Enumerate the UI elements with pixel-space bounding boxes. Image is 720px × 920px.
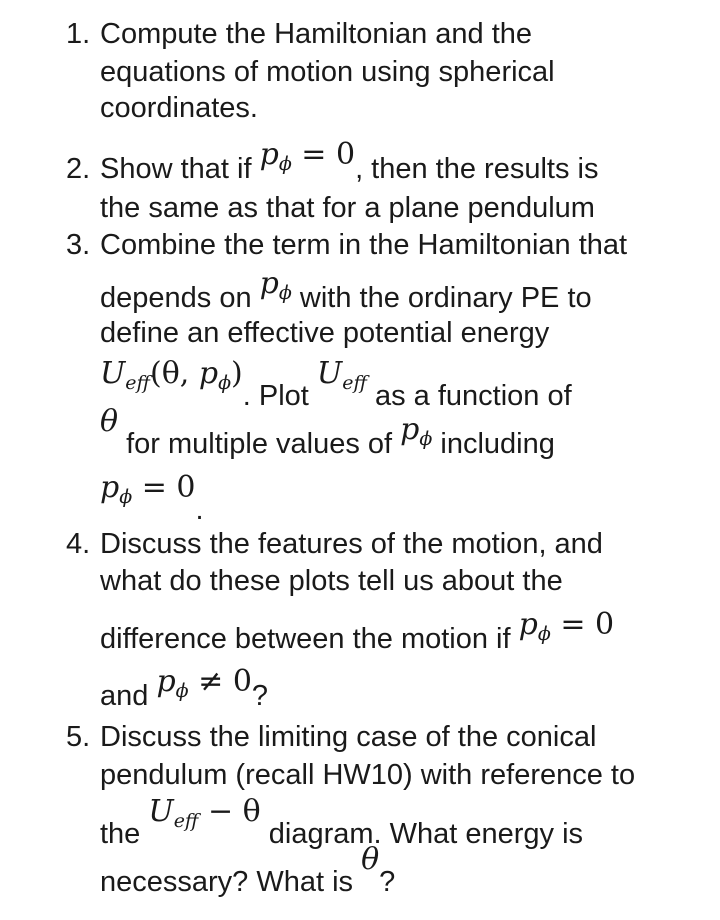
- item-3-line-6: [100, 470, 204, 526]
- math-phi: ϕ: [537, 623, 551, 645]
- theta-math: [100, 406, 118, 438]
- item-4-text-a: difference between the motion if: [100, 623, 511, 655]
- item-4-line-4: [100, 664, 269, 717]
- item-2-line-2: the same as that for a plane pendulum: [100, 192, 595, 224]
- item-5-text-b: diagram. What energy is: [268, 818, 584, 850]
- math-p: p: [518, 607, 538, 642]
- math-phi: ϕ: [278, 153, 292, 175]
- math-U: U: [100, 356, 126, 391]
- math-phi: ϕ: [175, 680, 189, 702]
- item-1-line-2: equations of motion using spherical: [100, 56, 555, 88]
- item-5-line-1: Discuss the limiting case of the conical: [100, 721, 597, 753]
- math-args-open: (θ,: [150, 356, 199, 391]
- item-5-line-4: [100, 842, 396, 900]
- math-p: p: [100, 470, 120, 505]
- item-5-line-2: pendulum (recall HW10) with reference to: [100, 759, 636, 791]
- p-phi-eq-zero-math: [259, 137, 356, 175]
- math-eq-zero: = 0: [291, 137, 356, 172]
- math-phi: ϕ: [419, 428, 433, 450]
- math-eq-zero: = 0: [550, 607, 615, 642]
- item-3-text-b: with the ordinary PE to: [299, 282, 592, 314]
- math-phi: ϕ: [218, 372, 232, 394]
- item-2-line-1: [100, 137, 599, 190]
- u-eff-minus-theta-math: [148, 794, 261, 832]
- item-3-number: 3.: [66, 229, 91, 261]
- math-U: U: [148, 794, 174, 829]
- item-2-text-a: Show that if: [100, 153, 252, 185]
- item-3-line-1: Combine the term in the Hamiltonian that: [100, 229, 628, 261]
- p-phi-math: [400, 412, 433, 450]
- item-5-line-3: [100, 794, 584, 855]
- item-4-line-2: what do these plots tell us about the: [100, 565, 563, 597]
- item-3-period: .: [195, 494, 204, 526]
- math-eff: eff: [342, 372, 367, 394]
- math-args-close: ): [231, 356, 243, 391]
- item-1-line-1: Compute the Hamiltonian and the: [100, 18, 533, 50]
- math-U: U: [316, 356, 343, 391]
- math-eff: eff: [125, 372, 151, 394]
- item-4-line-1: Discuss the features of the motion, and: [100, 528, 603, 560]
- item-2-text-b: , then the results is: [355, 153, 599, 185]
- item-1-number: 1.: [66, 18, 91, 50]
- math-p: p: [400, 412, 420, 447]
- item-5-text-c: necessary? What is: [100, 866, 354, 898]
- item-2-number: 2.: [66, 153, 91, 185]
- p-phi-neq-zero-math: [156, 664, 252, 702]
- item-3-text-d: as a function of: [374, 380, 572, 412]
- item-4-text-b: and: [100, 680, 149, 712]
- math-phi: ϕ: [278, 282, 292, 304]
- item-4-number: 4.: [66, 528, 91, 560]
- theta-math: [361, 844, 379, 876]
- math-p: p: [156, 664, 176, 699]
- math-phi: ϕ: [119, 486, 133, 508]
- math-p: p: [198, 356, 219, 391]
- item-3-text-e: for multiple values of: [126, 428, 393, 460]
- u-eff-math: [316, 356, 367, 394]
- item-5-text-a: the: [100, 818, 141, 850]
- math-eff: eff: [173, 810, 199, 832]
- p-phi-eq-zero-math: [100, 470, 196, 508]
- math-neq-zero: ≠ 0: [188, 664, 252, 699]
- math-minus-theta: − θ: [198, 794, 261, 829]
- item-1-line-3: coordinates.: [100, 92, 258, 124]
- item-4-line-3: [100, 607, 615, 660]
- item-5-question-mark: ?: [379, 866, 396, 898]
- item-3-text-c: . Plot: [242, 380, 309, 412]
- item-3-text-a: depends on: [100, 282, 252, 314]
- item-3-line-5: [100, 404, 555, 465]
- math-theta: θ: [100, 404, 119, 439]
- item-3-line-2: [100, 266, 592, 319]
- item-3-line-4: [100, 356, 572, 417]
- item-3-line-3: define an effective potential energy: [100, 317, 550, 349]
- p-phi-math: [259, 266, 292, 304]
- math-p: p: [259, 266, 279, 301]
- p-phi-eq-zero-math: [518, 607, 615, 645]
- math-eq-zero: = 0: [132, 470, 196, 505]
- math-theta: θ: [361, 842, 380, 877]
- item-3-text-f: including: [440, 428, 555, 460]
- math-p: p: [259, 137, 279, 172]
- u-eff-theta-p-phi-math: [100, 356, 243, 394]
- item-4-question-mark: ?: [251, 680, 269, 712]
- item-5-number: 5.: [66, 721, 91, 753]
